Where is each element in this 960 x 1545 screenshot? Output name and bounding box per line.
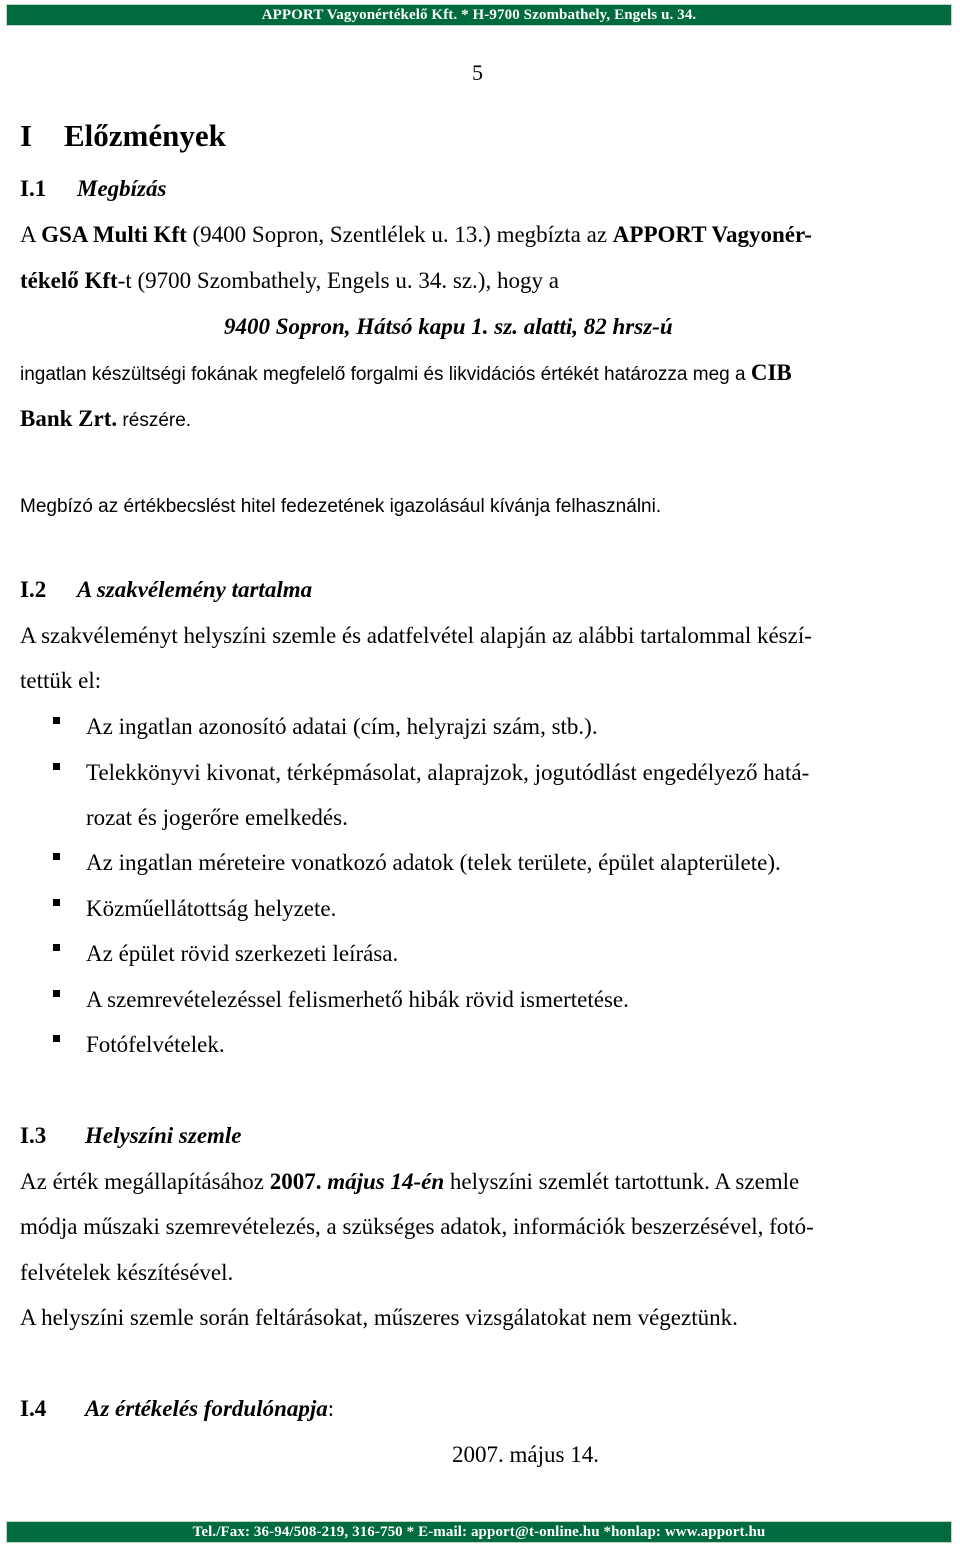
paragraph-line: módja műszaki szemrevételezés, a szükséges adatok, információk beszerzésével, fotó- bbox=[20, 1214, 814, 1239]
bank-name: CIB bbox=[750, 360, 792, 385]
page-footer-bar bbox=[6, 1521, 952, 1543]
paragraph-line bbox=[20, 360, 792, 386]
section-number: I.4 bbox=[20, 1396, 47, 1421]
bullet bbox=[53, 763, 60, 770]
page-number: 5 bbox=[472, 60, 483, 85]
bullet bbox=[53, 899, 60, 906]
list-item: Az ingatlan méreteire vonatkozó adatok (telek területe, épület alapterülete). bbox=[86, 850, 781, 875]
purpose-text: Megbízó az értékbecslést hitel fedezetének igazolásául kívánja felhasználni. bbox=[20, 496, 662, 517]
text: -t (9700 Szombathely, Engels u. 34. sz.), hogy a bbox=[117, 268, 559, 293]
section-heading-3 bbox=[20, 1123, 242, 1149]
section-number: I.1 bbox=[20, 176, 47, 201]
text: helyszíni szemlét tartottunk. A szemle bbox=[444, 1169, 800, 1194]
bullet bbox=[53, 944, 60, 951]
list-item: Közműellátottság helyzete. bbox=[86, 896, 337, 921]
section-title: Az értékelés fordulónapja bbox=[85, 1396, 328, 1421]
client-name: GSA Multi Kft bbox=[41, 222, 187, 247]
section-number: I.3 bbox=[20, 1123, 47, 1148]
valuation-date: 2007. május 14. bbox=[452, 1442, 599, 1467]
list-item-continuation: rozat és jogerőre emelkedés. bbox=[86, 805, 348, 830]
list-item: Az ingatlan azonosító adatai (cím, helyrajzi szám, stb.). bbox=[86, 714, 598, 739]
intro-line: tettük el: bbox=[20, 668, 102, 693]
text: részére. bbox=[117, 410, 192, 431]
list-item: A szemrevételezéssel felismerhető hibák rövid ismertetése. bbox=[86, 987, 629, 1012]
section-number: I.2 bbox=[20, 577, 47, 602]
header-text: APPORT Vagyonértékelő Kft. * H-9700 Szombathely, Engels u. 34. bbox=[261, 7, 697, 23]
text: (9400 Sopron, Szentlélek u. 13.) megbízta az bbox=[186, 222, 613, 247]
section-title: A szakvélemény tartalma bbox=[77, 577, 313, 602]
list-item: Az épület rövid szerkezeti leírása. bbox=[86, 941, 399, 966]
section-title: Megbízás bbox=[77, 176, 167, 201]
chapter-title: Előzmények bbox=[64, 118, 226, 153]
chapter-heading bbox=[20, 118, 226, 154]
footer-text: Tel./Fax: 36-94/508-219, 316-750 * E-mail: apport@t-online.hu *honlap: www.apport.hu bbox=[192, 1524, 766, 1540]
section-title: Helyszíni szemle bbox=[85, 1123, 242, 1148]
text: ingatlan készültségi fokának megfelelő forgalmi és likvidációs értékét határozza meg a bbox=[20, 364, 751, 385]
text: Az érték megállapításához bbox=[20, 1169, 270, 1194]
text: A bbox=[20, 222, 42, 247]
company-name: tékelő Kft bbox=[20, 268, 118, 293]
property-address: 9400 Sopron, Hátsó kapu 1. sz. alatti, 82 hrsz-ú bbox=[224, 314, 673, 339]
section-heading-4 bbox=[20, 1396, 334, 1422]
list-item: Telekkönyvi kivonat, térképmásolat, alaprajzok, jogutódlást engedélyező hatá- bbox=[86, 760, 810, 785]
colon: : bbox=[327, 1396, 335, 1421]
paragraph-line: felvételek készítésével. bbox=[20, 1260, 234, 1285]
bullet bbox=[53, 990, 60, 997]
bullet bbox=[53, 853, 60, 860]
paragraph-line bbox=[20, 222, 812, 248]
company-name: APPORT Vagyonér- bbox=[612, 222, 812, 247]
bank-name: Bank Zrt. bbox=[20, 406, 118, 431]
bullet bbox=[53, 1035, 60, 1042]
page-header-bar bbox=[6, 4, 952, 26]
list-item: Fotófelvételek. bbox=[86, 1032, 225, 1057]
paragraph-line bbox=[20, 406, 191, 432]
paragraph-line: A helyszíni szemle során feltárásokat, műszeres vizsgálatokat nem végeztünk. bbox=[20, 1305, 738, 1330]
inspection-year: 2007. bbox=[269, 1169, 322, 1194]
intro-line: A szakvéleményt helyszíni szemle és adatfelvétel alapján az alábbi tartalommal készí- bbox=[20, 623, 812, 648]
section-heading-2 bbox=[20, 577, 312, 603]
paragraph-line bbox=[20, 268, 559, 294]
section-heading-1 bbox=[20, 176, 166, 202]
paragraph-line bbox=[20, 1169, 799, 1195]
bullet bbox=[53, 717, 60, 724]
chapter-number: I bbox=[20, 118, 33, 153]
inspection-date: május 14-én bbox=[327, 1169, 445, 1194]
